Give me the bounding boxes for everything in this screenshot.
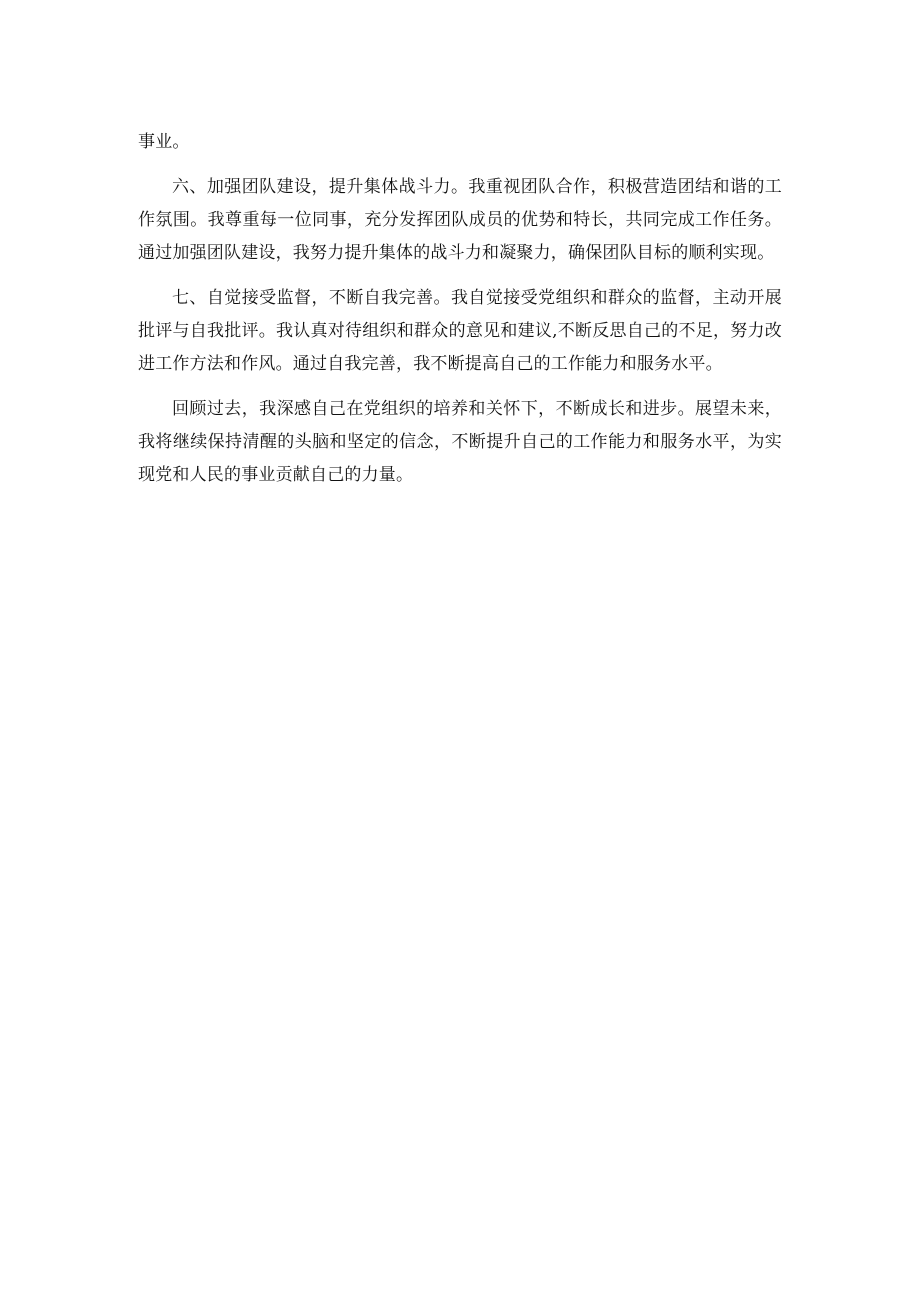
paragraph-supervision: 七、自觉接受监督，不断自我完善。我自觉接受党组织和群众的监督，主动开展批评与自我批评。我认真对待组织和群众的意见和建议,不断反思自己的不足，努力改进工作方法和作风。通过自我完善，我不断提高自己的工作能力和服务水平。	[138, 288, 782, 374]
document-body	[138, 126, 782, 504]
paragraph-continuation: 事业。	[138, 132, 190, 152]
paragraph-conclusion: 回顾过去，我深感自己在党组织的培养和关怀下，不断成长和进步。展望未来，我将继续保持清醒的头脑和坚定的信念，不断提升自己的工作能力和服务水平，为实现党和人民的事业贡献自己的力量。	[138, 399, 782, 485]
paragraph-team-building: 六、加强团队建设，提升集体战斗力。我重视团队合作，积极营造团结和谐的工作氛围。我尊重每一位同事，充分发挥团队成员的优势和特长，共同完成工作任务。通过加强团队建设，我努力提升集体的战斗力和凝聚力，确保团队目标的顺利实现。	[138, 177, 782, 263]
